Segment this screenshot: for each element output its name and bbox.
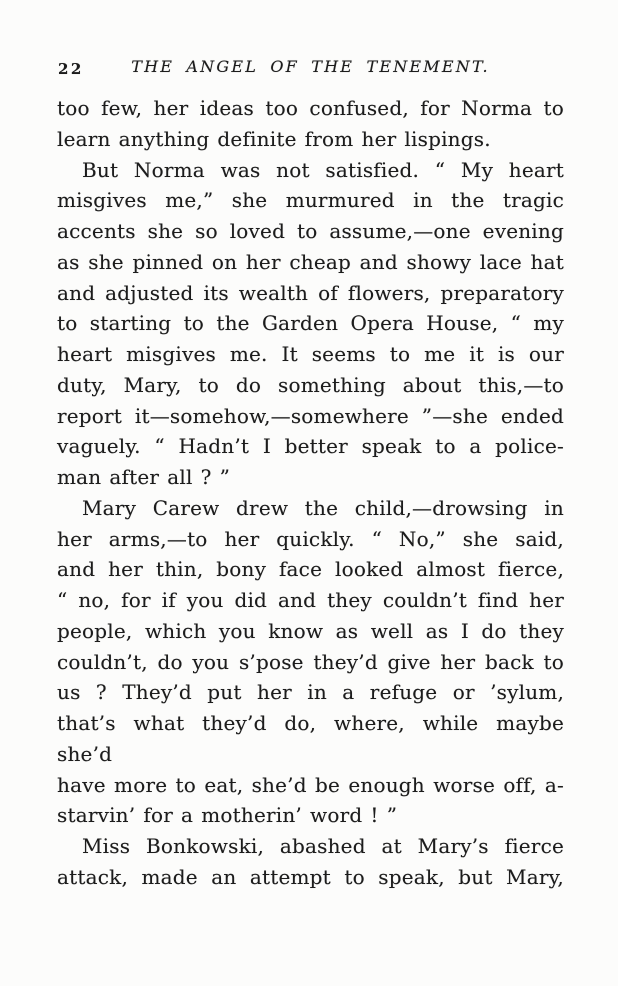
text-line: have more to eat, she’d be enough worse off, a-	[57, 772, 564, 797]
text-line: attack, made an attempt to speak, but Mary,	[57, 864, 564, 889]
page-number: 22	[58, 60, 84, 78]
text-line: But Norma was not satisfied. “ My heart	[82, 157, 564, 182]
text-line: and her thin, bony face looked almost fierce,	[57, 557, 564, 582]
running-title: THE ANGEL OF THE TENEMENT.	[131, 57, 490, 76]
text-line: Mary Carew drew the child,—drowsing in	[82, 495, 564, 520]
text-line: starvin’ for a motherin’ word ! ”	[57, 803, 398, 828]
text-line: man after all ? ”	[57, 465, 231, 489]
running-head	[57, 57, 564, 79]
text-line: learn anything definite from her lispings.	[57, 126, 491, 151]
text-line: us ? They’d put her in a refuge or ’sylum,	[57, 680, 564, 705]
text-line: couldn’t, do you s’pose they’d give her back to	[57, 649, 564, 674]
text-line: duty, Mary, to do something about this,—to	[57, 372, 564, 397]
text-line: “ no, for if you did and they couldn’t find her	[57, 588, 564, 612]
text-line: and adjusted its wealth of flowers, preparatory	[57, 280, 564, 305]
text-line: report it—somehow,—somewhere ”—she ended	[57, 403, 564, 428]
text-line: heart misgives me. It seems to me it is our	[57, 342, 564, 366]
text-line: her arms,—to her quickly. “ No,” she said,	[57, 526, 564, 551]
text-line: vaguely. “ Hadn’t I better speak to a police-	[57, 434, 564, 459]
text-line: too few, her ideas too confused, for Norma to	[57, 96, 564, 120]
text-line: that’s what they’d do, where, while maybe she’d	[57, 711, 564, 766]
text-line: as she pinned on her cheap and showy lace hat	[57, 249, 564, 274]
text-line: Miss Bonkowski, abashed at Mary’s fierce	[82, 834, 564, 858]
text-block	[57, 93, 564, 893]
text-line: people, which you know as well as I do they	[57, 618, 564, 643]
text-line: to starting to the Garden Opera House, “ my	[57, 311, 564, 336]
text-line: misgives me,” she murmured in the tragic	[57, 188, 564, 213]
text-line: accents she so loved to assume,—one evening	[57, 219, 564, 243]
